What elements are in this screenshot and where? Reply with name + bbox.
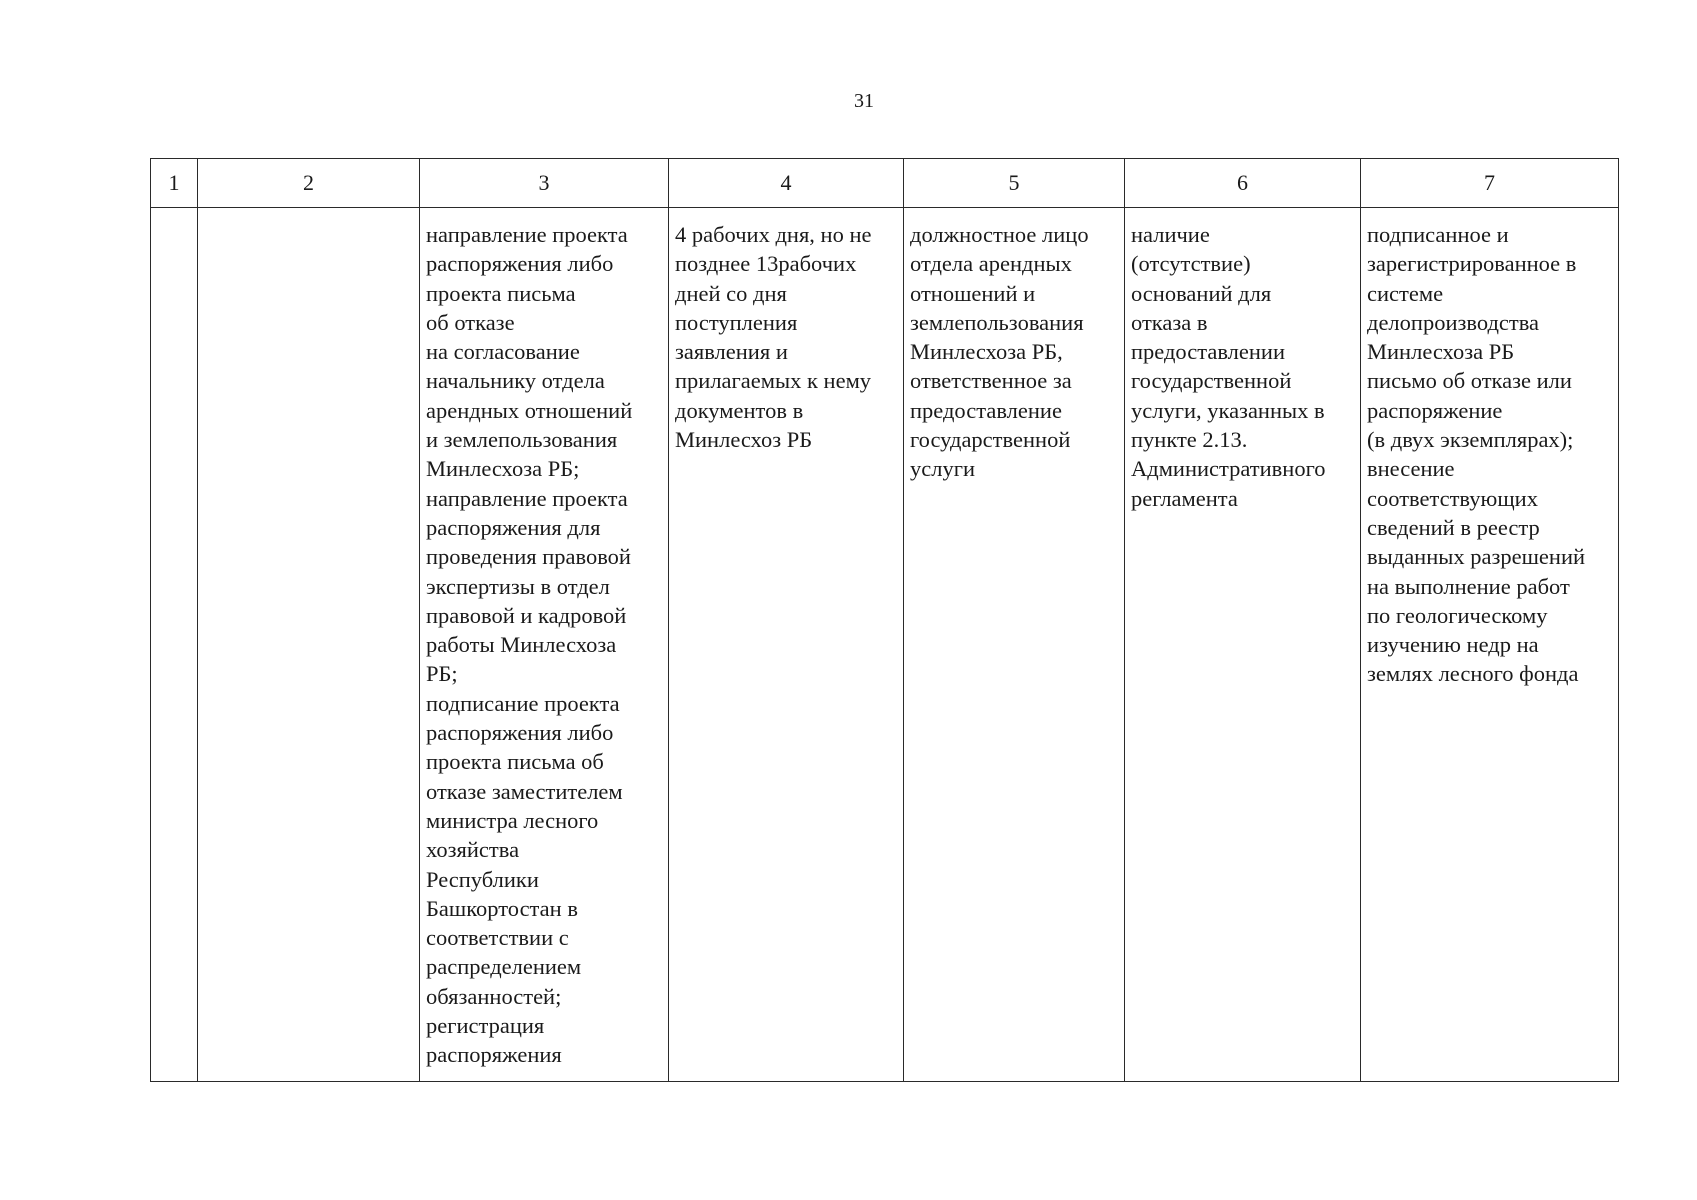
cell-col-6 [1125, 208, 1361, 1082]
column-header-6: 6 [1125, 159, 1361, 208]
cell-col-3 [420, 208, 669, 1082]
column-header-2: 2 [198, 159, 420, 208]
column-header-7: 7 [1361, 159, 1619, 208]
cell-text-procedure: направление проекта распоряжения либо проекта письма об отказе на согласование начальнику отдела арендных отношений и землепользования Минлесхоза РБ; направление проекта распоряжения для проведения правовой экспертизы в отдел правовой и кадровой работы Минлесхоза РБ; подписание проекта распоряжения либо проекта письма об отказе заместителем министра лесного хозяйства Республики Башкортостан в соответствии с распределением обязанностей; регистрация распоряжения [426, 222, 633, 1068]
column-header-3: 3 [420, 159, 669, 208]
page-number: 31 [854, 90, 874, 112]
column-header-4: 4 [669, 159, 904, 208]
table-row [151, 208, 1619, 1082]
cell-text-col-1 [151, 208, 197, 220]
cell-col-5 [904, 208, 1125, 1082]
cell-text-deadline: 4 рабочих дня, но не позднее 13рабочих дней со дня поступления заявления и прилагаемых к нему документов в Минлесхоз РБ [675, 222, 872, 453]
cell-text-result: подписанное и зарегистрированное в системе делопроизводства Минлесхоза РБ письмо об отказе или распоряжение (в двух экземплярах); внесение соответствующих сведений в реестр выданных разрешений на выполнение работ по геологическому изучению недр на землях лесного фонда [1367, 222, 1586, 687]
column-header-5: 5 [904, 159, 1125, 208]
document-table [150, 158, 1619, 1082]
cell-text-responsible: должностное лицо отдела арендных отношений и землепользования Минлесхоза РБ, ответственное за предоставление государственной услуги [910, 222, 1089, 482]
cell-text-criteria: наличие (отсутствие) оснований для отказа в предоставлении государственной услуги, указанных в пункте 2.13. Административного регламента [1131, 222, 1326, 511]
cell-col-1 [151, 208, 198, 1082]
cell-col-4 [669, 208, 904, 1082]
cell-col-7 [1361, 208, 1619, 1082]
column-header-1: 1 [151, 159, 198, 208]
cell-col-2 [198, 208, 420, 1082]
header-row [151, 159, 1619, 208]
cell-text-col-2 [198, 208, 419, 220]
